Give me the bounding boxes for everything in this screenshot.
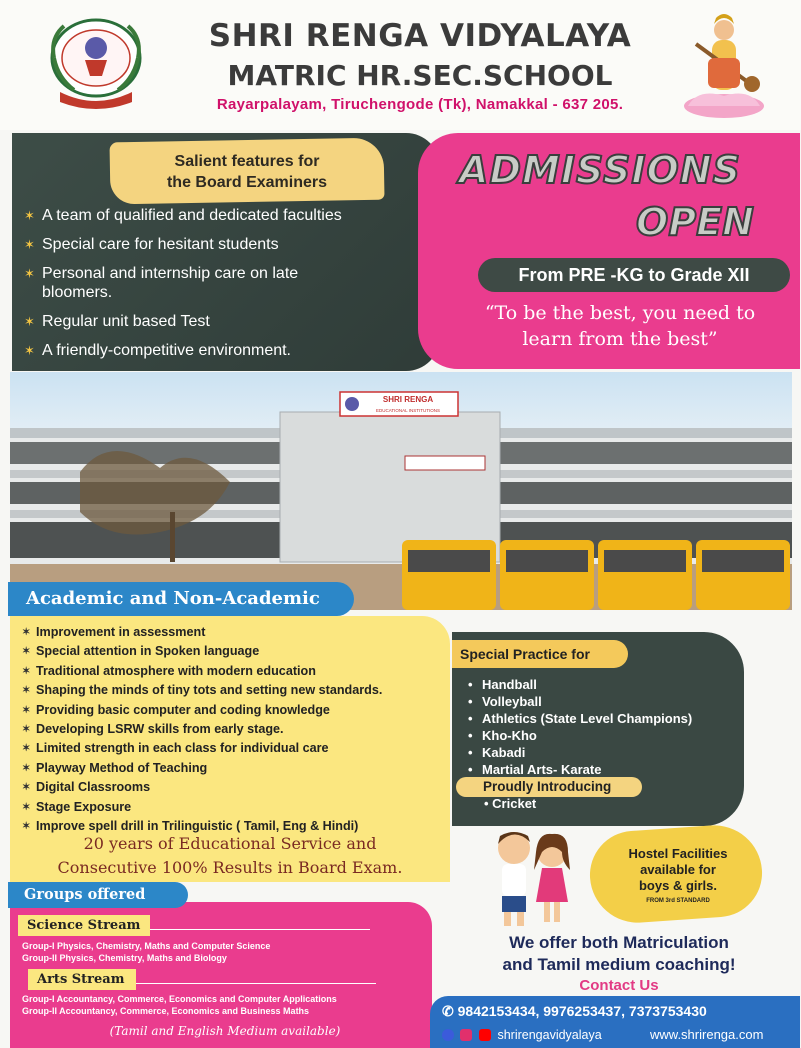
divider [136,983,376,984]
list-item: • Martial Arts- Karate [468,761,748,778]
grades-range: From PRE -KG to Grade XII [478,258,790,292]
divider [150,929,370,930]
science-stream-label: Science Stream [18,915,150,936]
open-heading: OPEN [636,200,754,244]
list-item: ✶ Improvement in assessment [22,624,462,641]
list-item: ✶ Playway Method of Teaching [22,760,462,777]
motto-quote: “To be the best, you need to learn from the best” [484,302,756,350]
list-item: • Handball [468,676,748,693]
new-sport-item: • Cricket [484,796,537,811]
sign-name: SHRI RENGA [382,395,434,404]
list-item: ✶ Digital Classrooms [22,779,462,796]
school-type: MATRIC HR.SEC.SCHOOL [227,59,613,92]
website-link[interactable]: www.shrirenga.com [650,1027,764,1042]
arts-group-1: Group-I Accountancy, Commerce, Economics and Computer Applications [22,994,337,1004]
admissions-heading: ADMISSIONS [459,148,741,192]
hostel-text: Hostel Facilities available for boys & girls. [628,846,728,893]
salient-feature-list [24,206,436,370]
list-item: • Volleyball [468,693,748,710]
medium-note: (Tamil and English Medium available) [109,1024,341,1038]
list-item: ✶ Improve spell drill in Trilinguistic ( Tamil, Eng & Hindi) [22,818,462,835]
years-of-service: 20 years of Educational Service and Consecutive 100% Results in Board Exam. [57,834,403,877]
instagram-icon[interactable] [460,1029,472,1041]
list-item: ✶ A friendly-competitive environment. [24,341,436,360]
school-name: SHRI RENGA VIDYALAYA [208,18,632,54]
academic-list [22,624,462,837]
list-item: • Athletics (State Level Champions) [468,710,748,727]
groups-heading: Groups offered [8,882,188,908]
list-item: • Kabadi [468,744,748,761]
coaching-message: We offer both Matriculation and Tamil medium coaching! [502,933,736,974]
phone-icon: ✆ [442,1003,454,1019]
hostel-note: FROM 3rd STANDARD [646,898,710,904]
list-item: • Kho-Kho [468,727,748,744]
phone-numbers[interactable]: ✆ 9842153434, 9976253437, 7373753430 [442,1003,707,1019]
contact-heading: Contact Us [579,977,659,994]
saraswati-illustration-icon [678,10,770,120]
list-item: ✶ Special attention in Spoken language [22,643,462,660]
youtube-icon[interactable] [479,1029,491,1041]
list-item: ✶ Stage Exposure [22,799,462,816]
list-item: ✶ Traditional atmosphere with modern education [22,663,462,680]
science-group-1: Group-I Physics, Chemistry, Maths and Computer Science [22,941,271,951]
header [0,0,801,130]
special-practice-heading: Special Practice for [452,640,628,668]
list-item: ✶ Regular unit based Test [24,312,436,331]
list-item: ✶ Limited strength in each class for individual care [22,740,462,757]
arts-stream-label: Arts Stream [28,969,136,990]
science-group-2: Group-II Physics, Chemistry, Maths and Biology [22,953,227,963]
list-item: ✶ Special care for hesitant students [24,235,436,254]
facebook-icon[interactable] [442,1029,454,1041]
academic-heading: Academic and Non-Academic [8,582,354,616]
kids-illustration-icon [486,826,582,930]
school-emblem-icon [40,18,152,110]
building-illustration [10,372,792,610]
sign-logo-icon [345,397,359,411]
list-item: ✶ Shaping the minds of tiny tots and setting new standards. [22,682,462,699]
list-item: ✶ Developing LSRW skills from early stage. [22,721,462,738]
arts-group-2: Group-II Accountancy, Commerce, Economics and Business Maths [22,1006,310,1016]
salient-title: Salient features for the Board Examiners [166,153,328,191]
social-handle[interactable]: shrirengavidyalaya [442,1027,792,1042]
sign-subtitle: EDUCATIONAL INSTITUTIONS [375,408,441,413]
sports-list [468,676,748,778]
list-item: ✶ Personal and internship care on late bloomers. [24,264,334,302]
list-item: ✶ A team of qualified and dedicated faculties [24,206,436,225]
school-building-photo [10,372,792,610]
list-item: ✶ Providing basic computer and coding knowledge [22,702,462,719]
school-address: Rayarpalayam, Tiruchengode (Tk), Namakkal - 637 205. [216,96,624,113]
proudly-introducing-badge: Proudly Introducing [456,777,642,797]
